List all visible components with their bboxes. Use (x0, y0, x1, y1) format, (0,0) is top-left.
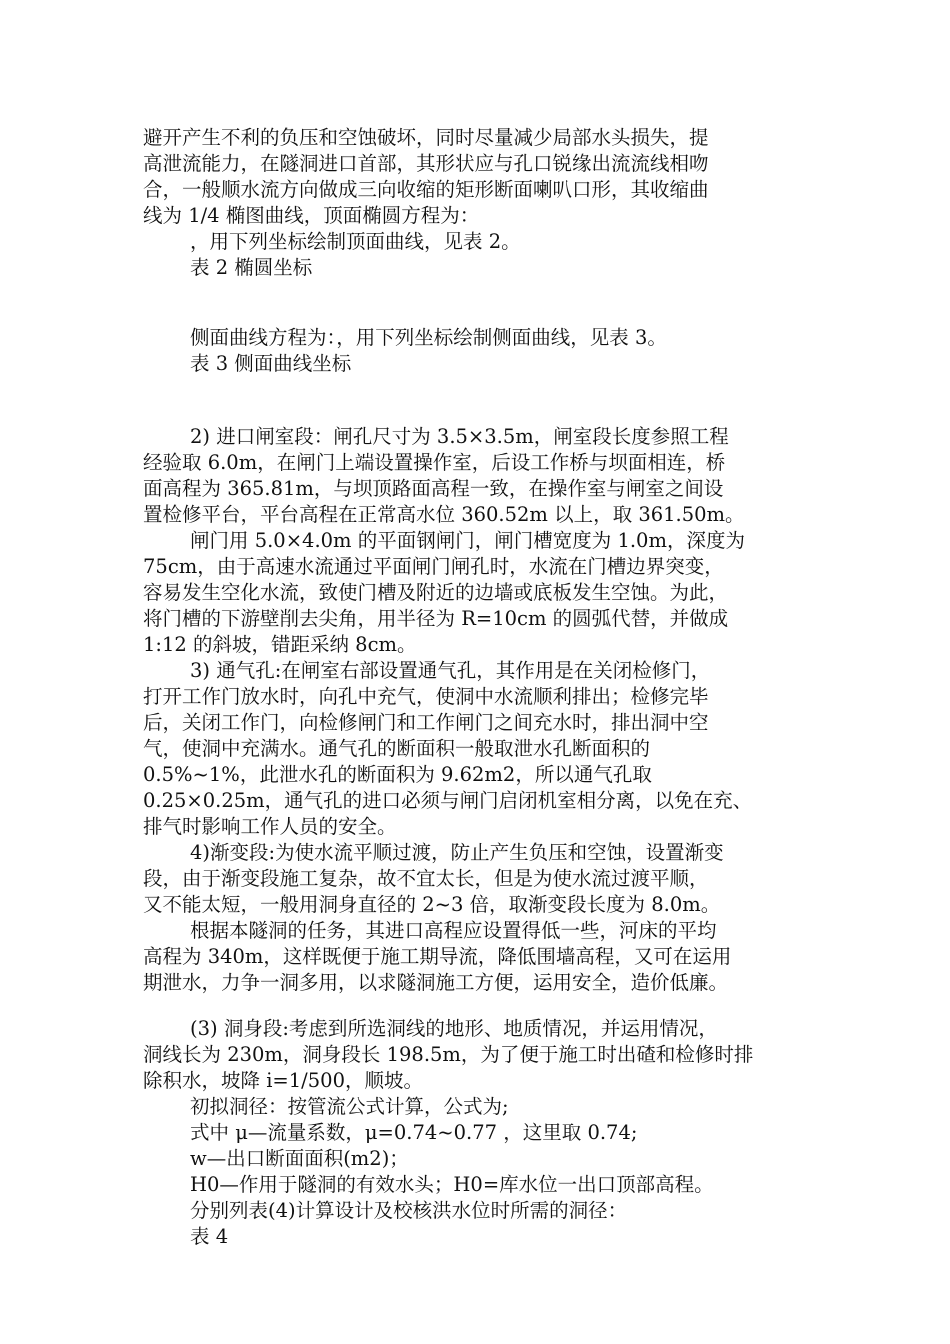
text-line: 初拟洞径：按管流公式计算，公式为; (190, 1095, 509, 1118)
text-line: 4)渐变段:为使水流平顺过渡，防止产生负压和空蚀，设置渐变 (190, 841, 724, 864)
text-line: 容易发生空化水流，致使门槽及附近的边墙或底板发生空蚀。为此， (143, 581, 729, 604)
text-line: 分别列表(4)计算设计及校核洪水位时所需的洞径： (190, 1199, 628, 1222)
text-line: 期泄水，力争一洞多用，以求隧洞施工方便，运用安全，造价低廉。 (143, 971, 729, 994)
text-line: 经验取 6.0m，在闸门上端设置操作室，后设工作桥与坝面相连，桥 (143, 451, 726, 474)
text-line: 置检修平台，平台高程在正常高水位 360.52m 以上，取 361.50m。 (143, 503, 745, 526)
text-line: ，用下列坐标绘制顶面曲线，见表 2。 (190, 230, 521, 253)
text-line: 线为 1/4 椭图曲线，顶面椭圆方程为： (143, 204, 480, 227)
table-caption: 表 4 (190, 1225, 229, 1248)
text-line: 3) 通气孔:在闸室右部设置通气孔，其作用是在关闭检修门， (190, 659, 711, 682)
text-line: 合，一般顺水流方向做成三向收缩的矩形断面喇叭口形，其收缩曲 (143, 178, 709, 201)
text-line: 排气时影响工作人员的安全。 (143, 815, 397, 838)
text-line: (3) 洞身段:考虑到所选洞线的地形、地质情况，并运用情况， (190, 1017, 718, 1040)
text-line: 气，使洞中充满水。通气孔的断面积一般取泄水孔断面积的 (143, 737, 651, 760)
text-line: 面高程为 365.81m，与坝顶路面高程一致，在操作室与闸室之间设 (143, 477, 724, 500)
text-line: 后，关闭工作门，向检修闸门和工作闸门之间充水时，排出洞中空 (143, 711, 709, 734)
text-line: H0—作用于隧洞的有效水头；H0=库水位一出口顶部高程。 (190, 1173, 714, 1196)
text-line: w—出口断面面积(m2)； (190, 1147, 409, 1170)
text-line: 洞线长为 230m，洞身段长 198.5m，为了便于施工时出碴和检修时排 (143, 1043, 754, 1066)
text-line: 又不能太短，一般用洞身直径的 2~3 倍，取渐变段长度为 8.0m。 (143, 893, 721, 916)
table-caption: 表 2 椭圆坐标 (190, 256, 313, 279)
text-line: 避开产生不利的负压和空蚀破坏，同时尽量减少局部水头损失，提 (143, 126, 709, 149)
text-line: 高泄流能力，在隧洞进口首部，其形状应与孔口锐缘出流流线相吻 (143, 152, 709, 175)
text-line: 段，由于渐变段施工复杂，故不宜太长，但是为使水流过渡平顺， (143, 867, 709, 890)
text-line: 除积水，坡降 i=1/500，顺坡。 (143, 1069, 423, 1092)
text-line: 2) 进口闸室段：闸孔尺寸为 3.5×3.5m，闸室段长度参照工程 (190, 425, 729, 448)
text-line: 式中 μ—流量系数，μ=0.74~0.77 ，这里取 0.74; (190, 1121, 638, 1144)
table-caption: 表 3 侧面曲线坐标 (190, 352, 352, 375)
text-line: 闸门用 5.0×4.0m 的平面钢闸门，闸门槽宽度为 1.0m，深度为 (190, 529, 745, 552)
text-line: 75cm，由于高速水流通过平面闸门闸孔时，水流在门槽边界突变， (143, 555, 724, 578)
text-line: 将门槽的下游壁削去尖角，用半径为 R=10cm 的圆弧代替，并做成 (143, 607, 729, 630)
text-line: 打开工作门放水时，向孔中充气，使洞中水流顺利排出；检修完毕 (143, 685, 709, 708)
text-line: 根据本隧洞的任务，其进口高程应设置得低一些，河床的平均 (190, 919, 717, 942)
text-line: 高程为 340m，这样既便于施工期导流，降低围墙高程，又可在运用 (143, 945, 732, 968)
text-line: 0.25×0.25m，通气孔的进口必须与闸门启闭机室相分离，以免在充、 (143, 789, 753, 812)
text-line: 侧面曲线方程为：，用下列坐标绘制侧面曲线，见表 3。 (190, 326, 667, 349)
text-line: 0.5%~1%，此泄水孔的断面积为 9.62m2，所以通气孔取 (143, 763, 652, 786)
text-line: 1:12 的斜坡，错距采纳 8cm。 (143, 633, 417, 656)
